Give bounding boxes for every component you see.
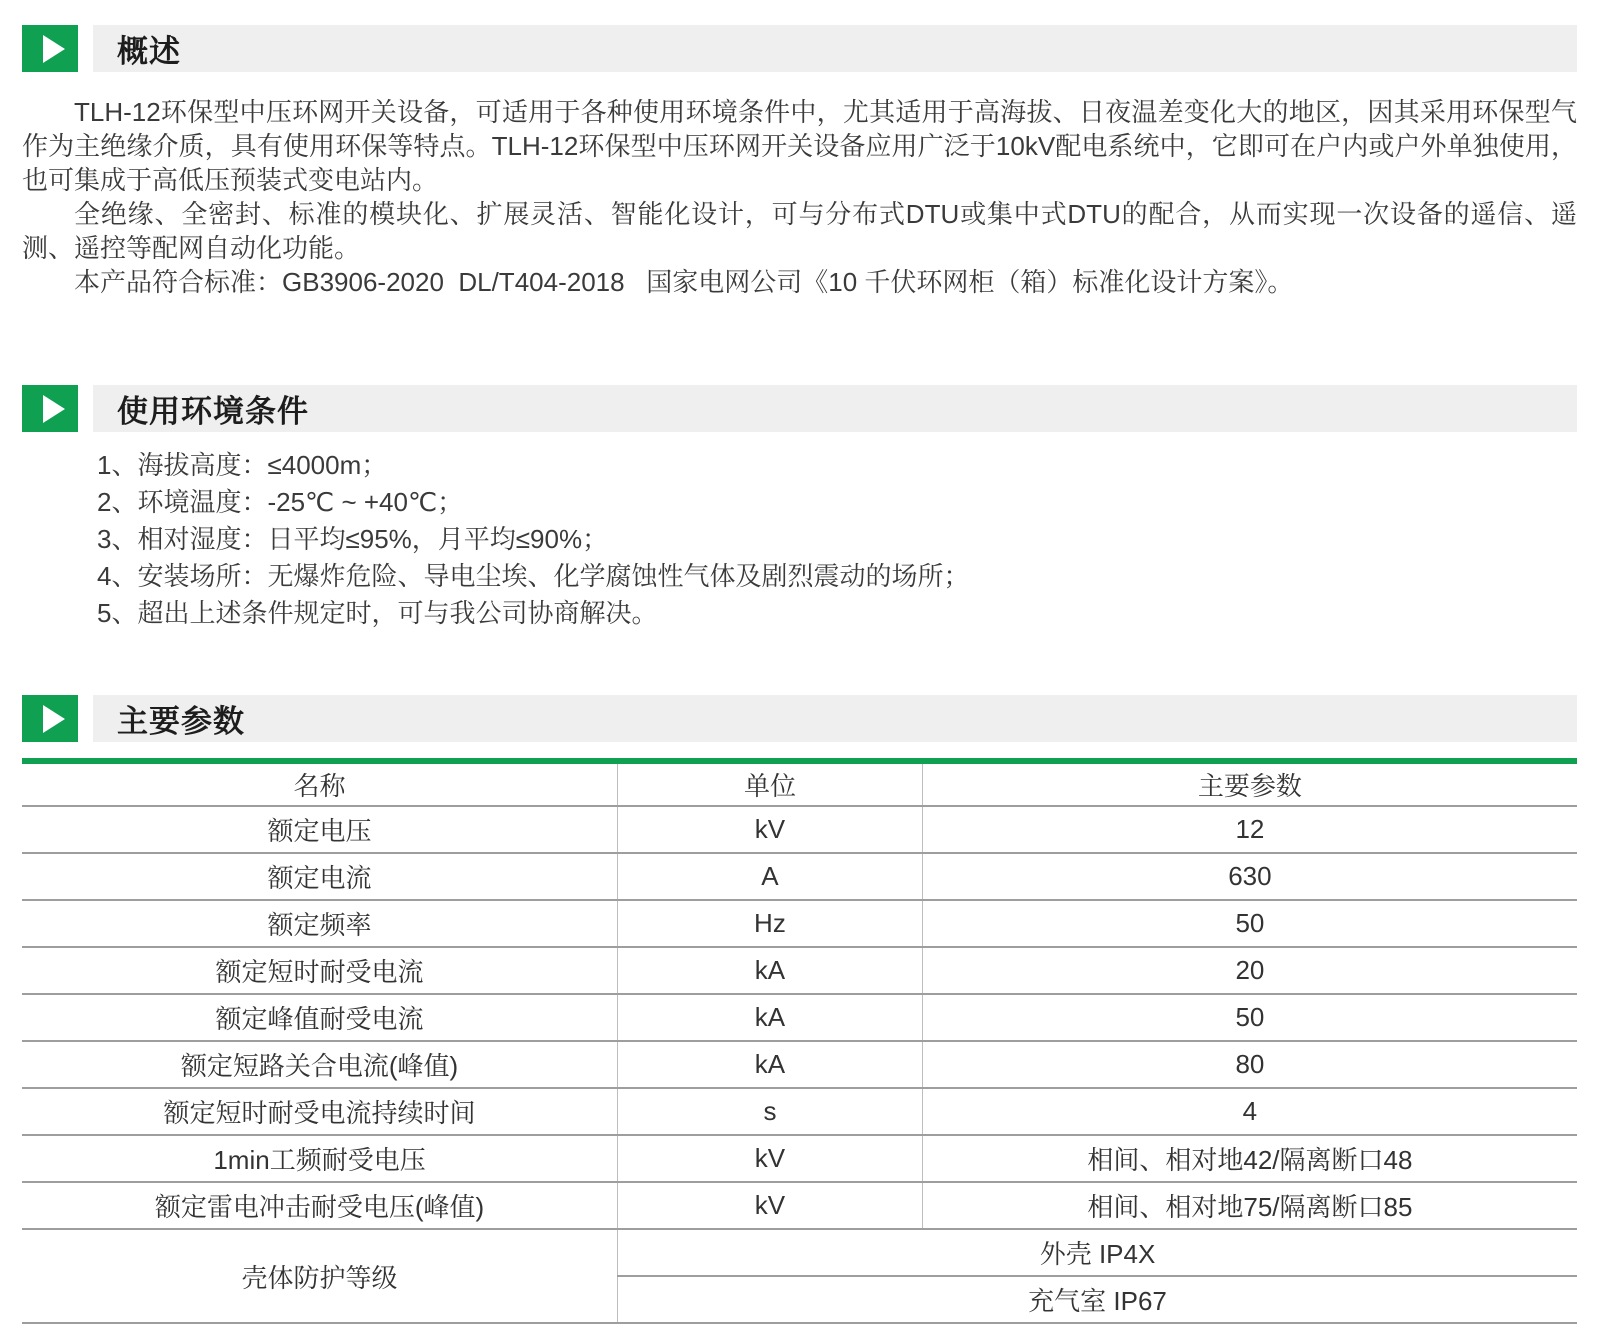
- table-row: [22, 900, 1577, 947]
- header-name: 名称: [293, 771, 346, 801]
- param-name-cell: 额定电压: [22, 806, 618, 853]
- param-name-cell: 额定峰值耐受电流: [22, 994, 618, 1041]
- param-name-cell: 额定频率: [22, 900, 618, 947]
- param-unit-cell: Hz: [618, 900, 923, 947]
- table-row: [22, 1088, 1577, 1135]
- table-row: [22, 1041, 1577, 1088]
- param-value-cell: 50: [922, 900, 1577, 947]
- param-unit-cell: kA: [618, 994, 923, 1041]
- param-value-cell: 80: [922, 1041, 1577, 1088]
- section-parameters: [22, 695, 1577, 1324]
- list-item: 1、海拔高度：≤4000m；: [97, 450, 388, 480]
- triangle-icon: [43, 395, 65, 423]
- header-unit: 单位: [618, 761, 923, 806]
- param-unit-cell: kA: [618, 1041, 923, 1088]
- param-name-cell: 额定短时耐受电流持续时间: [22, 1088, 618, 1135]
- environment-condition-list: [22, 447, 1577, 632]
- section-title-environment: 使用环境条件: [117, 394, 309, 429]
- triangle-icon: [43, 35, 65, 63]
- list-item: 3、相对湿度：日平均≤95%，月平均≤90%；: [97, 524, 609, 554]
- section-header-parameters: [22, 695, 1577, 742]
- section-title-parameters: 主要参数: [117, 704, 245, 739]
- table-row: [22, 947, 1577, 994]
- param-merged-value-cell: 外壳 IP4X: [618, 1229, 1577, 1276]
- play-icon: [22, 695, 78, 742]
- table-row: [22, 1135, 1577, 1182]
- param-unit-cell: kV: [618, 1182, 923, 1229]
- param-name-cell: 额定雷电冲击耐受电压(峰值): [22, 1182, 618, 1229]
- list-item: 4、安装场所：无爆炸危险、导电尘埃、化学腐蚀性气体及剧烈震动的场所；: [97, 561, 970, 591]
- param-value-cell: 相间、相对地42/隔离断口48: [922, 1135, 1577, 1182]
- section-title-bar: [93, 385, 1577, 432]
- param-value-cell: 50: [922, 994, 1577, 1041]
- table-row: [22, 806, 1577, 853]
- param-unit-cell: s: [618, 1088, 923, 1135]
- play-icon: [22, 385, 78, 432]
- overview-paragraph-standards: 本产品符合标准：GB3906-2020 DL/T404-2018 国家电网公司《10 千伏环网柜（箱）标准化设计方案》。: [74, 267, 1294, 297]
- section-header-environment: [22, 385, 1577, 432]
- param-unit-cell: kV: [618, 806, 923, 853]
- table-row-protection: [22, 1229, 1577, 1276]
- section-environment: [22, 385, 1577, 632]
- table-row: [22, 994, 1577, 1041]
- param-name-cell: 额定电流: [22, 853, 618, 900]
- triangle-icon: [43, 705, 65, 733]
- section-title-bar: [93, 695, 1577, 742]
- param-value-cell: 630: [922, 853, 1577, 900]
- param-value-cell: 相间、相对地75/隔离断口85: [922, 1182, 1577, 1229]
- section-title-bar: [93, 25, 1577, 72]
- parameters-table: [22, 758, 1577, 1324]
- table-header-row: [22, 761, 1577, 806]
- param-table-body: [22, 806, 1577, 1323]
- section-title-overview: 概述: [117, 34, 181, 69]
- overview-body: [22, 95, 1577, 299]
- list-item: 5、超出上述条件规定时，可与我公司协商解决。: [97, 598, 658, 628]
- table-row: [22, 1182, 1577, 1229]
- param-merged-value-cell: 充气室 IP67: [618, 1276, 1577, 1323]
- param-value-cell: 20: [922, 947, 1577, 994]
- param-unit-cell: A: [618, 853, 923, 900]
- param-name-cell: 壳体防护等级: [22, 1229, 618, 1323]
- overview-paragraph: 全绝缘、全密封、标准的模块化、扩展灵活、智能化设计，可与分布式DTU或集中式DTU的配合，从而实现一次设备的遥信、遥测、遥控等配网自动化功能。: [22, 199, 1577, 263]
- param-value-cell: 12: [922, 806, 1577, 853]
- param-unit-cell: kV: [618, 1135, 923, 1182]
- overview-paragraph: TLH-12环保型中压环网开关设备，可适用于各种使用环境条件中，尤其适用于高海拔、日夜温差变化大的地区，因其采用环保型气作为主绝缘介质，具有使用环保等特点。TLH-12环保型中压环网开关设备应用广泛于10kV配电系统中，它即可在户内或户外单独使用，也可集成于高低压预装式变电站内。: [22, 97, 1577, 195]
- param-name-cell: 1min工频耐受电压: [22, 1135, 618, 1182]
- param-value-cell: 4: [922, 1088, 1577, 1135]
- list-item: 2、环境温度：-25℃ ~ +40℃；: [97, 487, 464, 517]
- table-row: [22, 853, 1577, 900]
- param-name-cell: 额定短路关合电流(峰值): [22, 1041, 618, 1088]
- param-unit-cell: kA: [618, 947, 923, 994]
- header-value: 主要参数: [1197, 771, 1302, 801]
- play-icon: [22, 25, 78, 72]
- section-header-overview: [22, 25, 1577, 72]
- param-name-cell: 额定短时耐受电流: [22, 947, 618, 994]
